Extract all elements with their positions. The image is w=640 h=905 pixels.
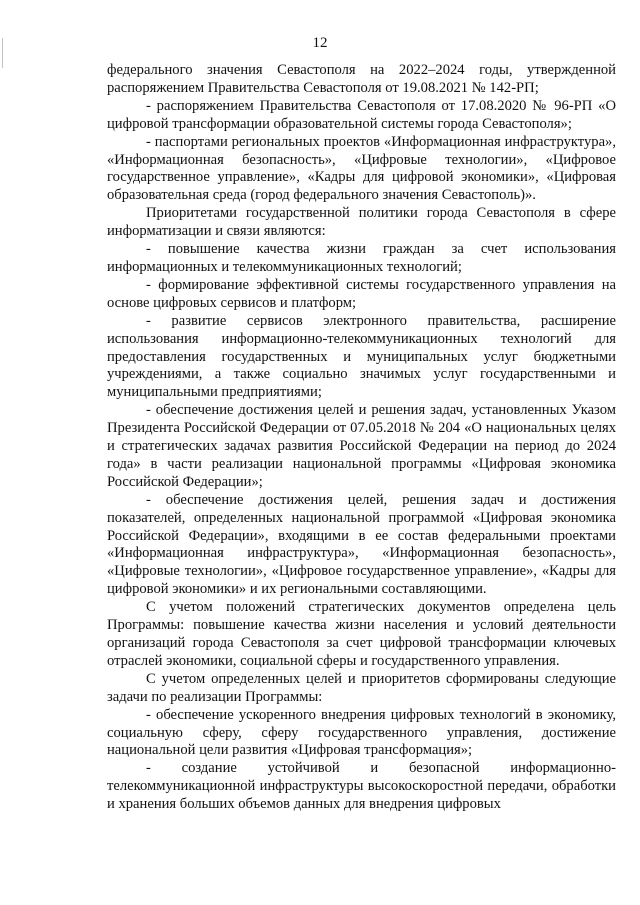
paragraph: - обеспечение ускоренного внедрения цифровых технологий в экономику, социальную сферу, сферу государственного управления, достижение национальной цели развития «Цифровая трансформация»; [107,706,616,759]
paragraph: - повышение качества жизни граждан за счет использования информационных и телекоммуникационных технологий; [107,241,616,275]
page-number: 12 [312,35,328,51]
paragraph: - формирование эффективной системы государственного управления на основе цифровых сервисов и платформ; [107,276,616,311]
document-body [107,62,616,814]
paragraph: С учетом определенных целей и приоритетов сформированы следующие задачи по реализации Программы: [107,670,616,705]
paragraph: Приоритетами государственной политики города Севастополя в сфере информатизации и связи являются: [107,205,616,240]
paragraph: - распоряжением Правительства Севастополя от 17.08.2020 № 96-РП «О цифровой трансформации образовательной системы города Севастополя»; [107,97,616,132]
paragraph: - создание устойчивой и безопасной информационно-телекоммуникационной инфраструктуры высокоскоростной передачи, обработки и хранения больших объемов данных для внедрения цифровых [107,760,616,813]
paragraph: федерального значения Севастополя на 2022–2024 годы, утвержденной распоряжением Правительства Севастополя от 19.08.2021 № 142-РП; [107,62,616,96]
paragraph: - обеспечение достижения целей и решения задач, установленных Указом Президента Российской Федерации от 07.05.2018 № 204 «О национальных целях и стратегических задачах развития Российской Федерации на период до 2024 года» в части реализации национальной программы «Цифровая экономика Российской Федерации»; [107,402,616,490]
paragraph: - обеспечение достижения целей, решения задач и достижения показателей, определенных национальной программой «Цифровая экономика Российской Федерации», входящими в ее состав федеральными проектами «Информационная инфраструктура», «Информационная безопасность», «Цифровые технологии», «Цифровое государственное управление», «Кадры для цифровой экономики» и их региональными составляющими. [107,491,616,598]
paragraph: С учетом положений стратегических документов определена цель Программы: повышение качества жизни населения и условий деятельности организаций города Севастополя за счет цифровой трансформации ключевых отраслей экономики, социальной сферы и государственного управления. [107,599,616,669]
paragraph: - паспортами региональных проектов «Информационная инфраструктура», «Информационная безопасность», «Цифровые технологии», «Цифровое государственное управление», «Кадры для цифровой экономики», «Цифровая образовательная среда (город федерального значения Севастополь)». [107,133,616,204]
paragraph: - развитие сервисов электронного правительства, расширение использования информационно-телекоммуникационных технологий для предоставления государственных и муниципальных услуг бюджетными учреждениями, а также социально значимых услуг государственными и муниципальными предприятиями; [107,312,616,401]
